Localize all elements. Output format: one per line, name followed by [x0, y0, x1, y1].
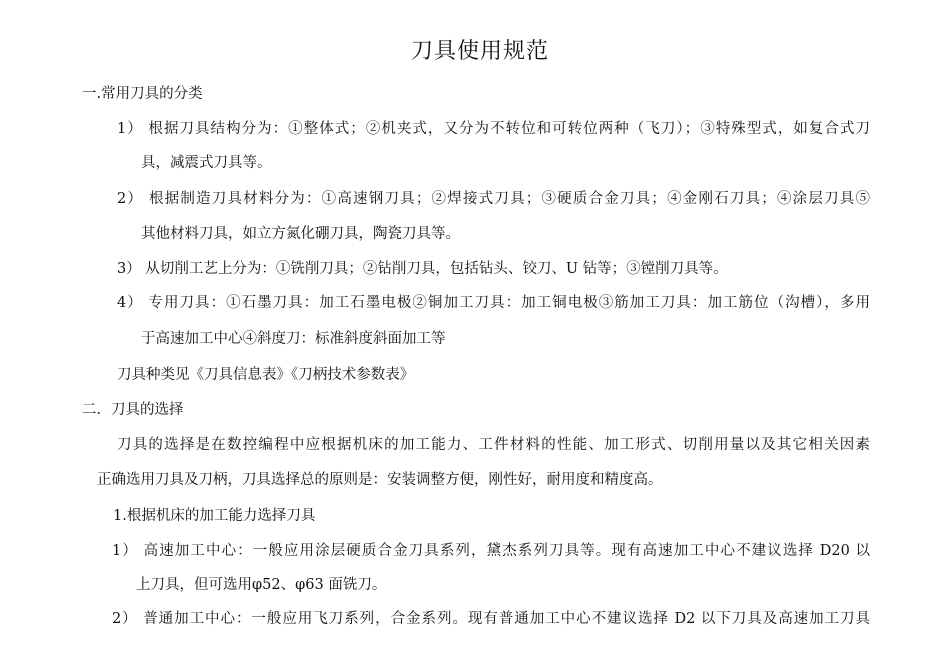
- sub-item-1-line-1: 1） 高速加工中心：一般应用涂层硬质合金刀具系列，黛杰系列刀具等。现有高速加工中心不建议选择 D20 以: [112, 543, 870, 559]
- list-item-2-line-2: 其他材料刀具，如立方氮化硼刀具，陶瓷刀具等。: [141, 226, 460, 242]
- list-item-4-line-1: 4） 专用刀具：①石墨刀具：加工石墨电极②铜加工刀具：加工铜电极③筋加工刀具：加工筋位（沟槽），多用: [117, 295, 870, 311]
- paragraph-line-1: 刀具的选择是在数控编程中应根据机床的加工能力、工件材料的性能、加工形式、切削用量以及其它相关因素: [117, 437, 870, 453]
- list-item-1-line-2: 具，减震式刀具等。: [141, 155, 272, 171]
- tool-reference-note: 刀具种类见《刀具信息表》《刀柄技术参数表》: [117, 367, 415, 383]
- sub-item-2-line-1: 2） 普通加工中心：一般应用飞刀系列，合金系列。现有普通加工中心不建议选择 D2 以下刀具及高速加工刀具: [112, 611, 870, 627]
- section-1-heading: 一.常用刀具的分类: [82, 86, 203, 102]
- list-item-4-line-2: 于高速加工中心④斜度刀：标准斜度斜面加工等: [141, 331, 446, 347]
- page-title: 刀具使用规范: [410, 39, 549, 64]
- section-2-heading: 二．刀具的选择: [82, 402, 184, 418]
- list-item-1-line-1: 1） 根据刀具结构分为：①整体式；②机夹式，又分为不转位和可转位两种（飞刀）；③特殊型式，如复合式刀: [117, 121, 870, 137]
- sub-item-1-line-2: 上刀具，但可选用φ52、φ63 面铣刀。: [136, 577, 387, 593]
- subsection-1-heading: 1.根据机床的加工能力选择刀具: [113, 508, 316, 524]
- list-item-2-line-1: 2） 根据制造刀具材料分为：①高速钢刀具；②焊接式刀具；③硬质合金刀具；④金刚石刀具；④涂层刀具⑤: [117, 191, 870, 207]
- paragraph-line-2: 正确选用刀具及刀柄，刀具选择总的原则是：安装调整方便，刚性好，耐用度和精度高。: [97, 472, 663, 488]
- list-item-3-line-1: 3） 从切削工艺上分为：①铣削刀具；②钻削刀具，包括钻头、铰刀、U 钻等；③镗削刀具等。: [117, 261, 728, 277]
